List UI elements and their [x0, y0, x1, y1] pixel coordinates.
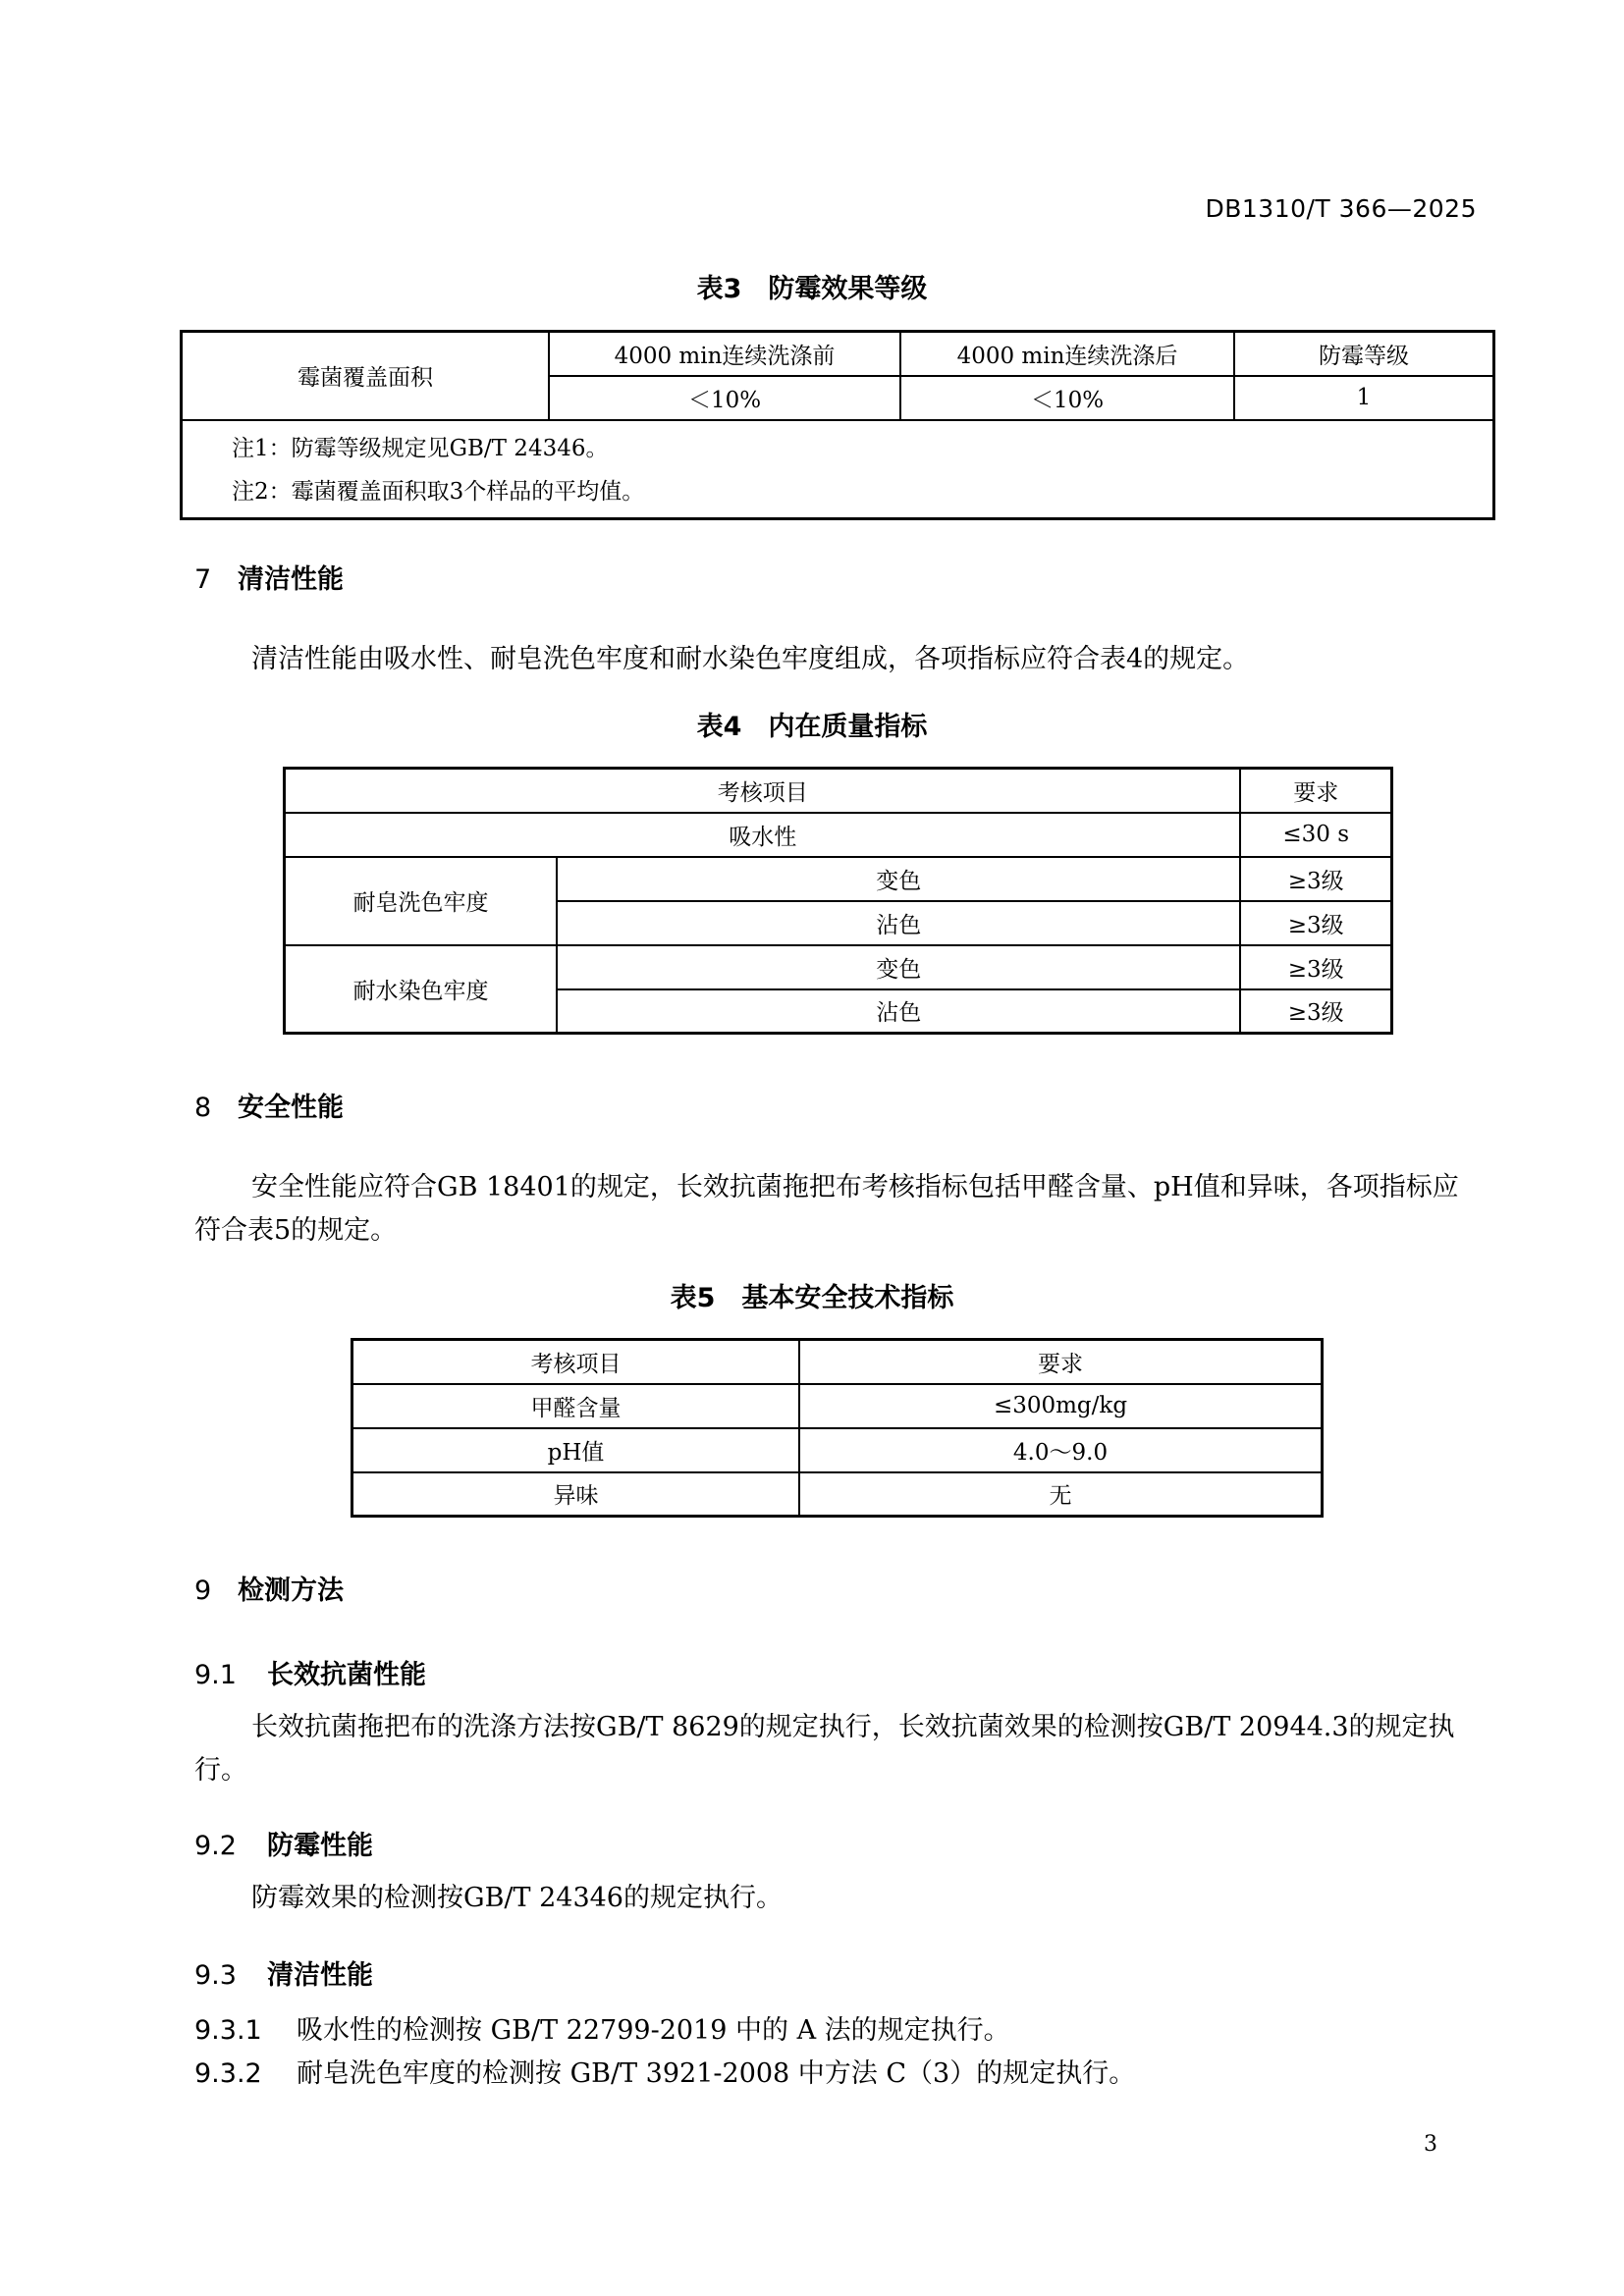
- section92-title: 防霉性能: [267, 1831, 373, 1861]
- section8-heading: [194, 1086, 344, 1124]
- section92-paragraph: 防霉效果的检测按GB/T 24346的规定执行。: [251, 1883, 783, 1913]
- table4-header-item: 考核项目: [285, 769, 1241, 813]
- document-code: DB1310/T 366—2025: [1205, 194, 1477, 223]
- table5-caption: 表5 基本安全技术指标: [670, 1283, 954, 1313]
- table4: [283, 767, 1393, 1035]
- section91-paragraph: 长效抗菌拖把布的洗涤方法按GB/T 8629的规定执行，长效抗菌效果的检测按GB/T 20944.3的规定执行。: [194, 1712, 1455, 1786]
- section931-number: 9.3.1: [194, 2015, 262, 2046]
- table3-row-label: 霉菌覆盖面积: [182, 332, 550, 420]
- table5-item-ph: pH值: [352, 1428, 800, 1472]
- table4-caption: 表4 内在质量指标: [696, 712, 928, 742]
- table4-group2-sub2: 沾色: [557, 989, 1240, 1034]
- table3: [180, 330, 1495, 520]
- table3-note-2: 注2：霉菌覆盖面积取3个样品的平均值。: [232, 478, 645, 505]
- table3-value-after: ＜10%: [900, 376, 1234, 420]
- table4-group2-sub1: 变色: [557, 945, 1240, 989]
- section93-number: 9.3: [194, 1960, 237, 1991]
- table3-caption: 表3 防霉效果等级: [696, 274, 928, 304]
- table3-value-grade: 1: [1234, 376, 1494, 420]
- section93-title: 清洁性能: [267, 1960, 373, 1991]
- section91-number: 9.1: [194, 1660, 237, 1690]
- section93-heading: [194, 1953, 373, 1992]
- section8-title: 安全性能: [238, 1093, 344, 1123]
- table3-value-before: ＜10%: [549, 376, 900, 420]
- table4-header-req: 要求: [1240, 769, 1391, 813]
- table4-group1-req1: ≥3级: [1240, 857, 1391, 901]
- table5-req-formaldehyde: ≤300mg/kg: [799, 1384, 1323, 1428]
- section932-number: 9.3.2: [194, 2058, 262, 2089]
- table5-item-formaldehyde: 甲醛含量: [352, 1384, 800, 1428]
- section7-paragraph: 清洁性能由吸水性、耐皂洗色牢度和耐水染色牢度组成，各项指标应符合表4的规定。: [251, 644, 1250, 674]
- section931-text: 吸水性的检测按 GB/T 22799-2019 中的 A 法的规定执行。: [297, 2015, 1010, 2046]
- table5-req-ph: 4.0～9.0: [799, 1428, 1323, 1472]
- table4-item-absorb: 吸水性: [285, 813, 1241, 857]
- table4-group2-req2: ≥3级: [1240, 989, 1391, 1034]
- section91-heading: [194, 1653, 426, 1691]
- section932-text: 耐皂洗色牢度的检测按 GB/T 3921-2008 中方法 C（3）的规定执行。: [297, 2058, 1136, 2089]
- section92-number: 9.2: [194, 1831, 237, 1861]
- table4-req-absorb: ≤30 s: [1240, 813, 1391, 857]
- table3-col-after: 4000 min连续洗涤后: [900, 332, 1234, 376]
- table5: [351, 1338, 1324, 1518]
- section932-line: [194, 2052, 1135, 2090]
- section92-heading: [194, 1824, 373, 1862]
- section7-heading: [194, 558, 344, 596]
- section931-line: [194, 2008, 1010, 2047]
- section8-paragraph: 安全性能应符合GB 18401的规定，长效抗菌拖把布考核指标包括甲醛含量、pH值和异味，各项指标应符合表5的规定。: [194, 1172, 1459, 1246]
- table4-group1-label: 耐皂洗色牢度: [285, 857, 558, 945]
- section7-number: 7: [194, 564, 212, 595]
- section91-title: 长效抗菌性能: [267, 1660, 426, 1690]
- table4-group2-label: 耐水染色牢度: [285, 945, 558, 1034]
- table5-header-item: 考核项目: [352, 1340, 800, 1384]
- table5-header-req: 要求: [799, 1340, 1323, 1384]
- page-number: 3: [1424, 2132, 1437, 2157]
- section7-title: 清洁性能: [238, 564, 344, 595]
- table3-notes: [182, 420, 1494, 519]
- table5-item-odor: 异味: [352, 1472, 800, 1517]
- section8-number: 8: [194, 1093, 212, 1123]
- section9-number: 9: [194, 1575, 212, 1606]
- table4-group1-sub1: 变色: [557, 857, 1240, 901]
- table3-note-1: 注1：防霉等级规定见GB/T 24346。: [232, 435, 609, 461]
- table4-group2-req1: ≥3级: [1240, 945, 1391, 989]
- table4-group1-sub2: 沾色: [557, 901, 1240, 945]
- table3-col-grade: 防霉等级: [1234, 332, 1494, 376]
- table3-col-before: 4000 min连续洗涤前: [549, 332, 900, 376]
- table5-req-odor: 无: [799, 1472, 1323, 1517]
- section9-title: 检测方法: [238, 1575, 344, 1606]
- table4-group1-req2: ≥3级: [1240, 901, 1391, 945]
- section9-heading: [194, 1569, 344, 1607]
